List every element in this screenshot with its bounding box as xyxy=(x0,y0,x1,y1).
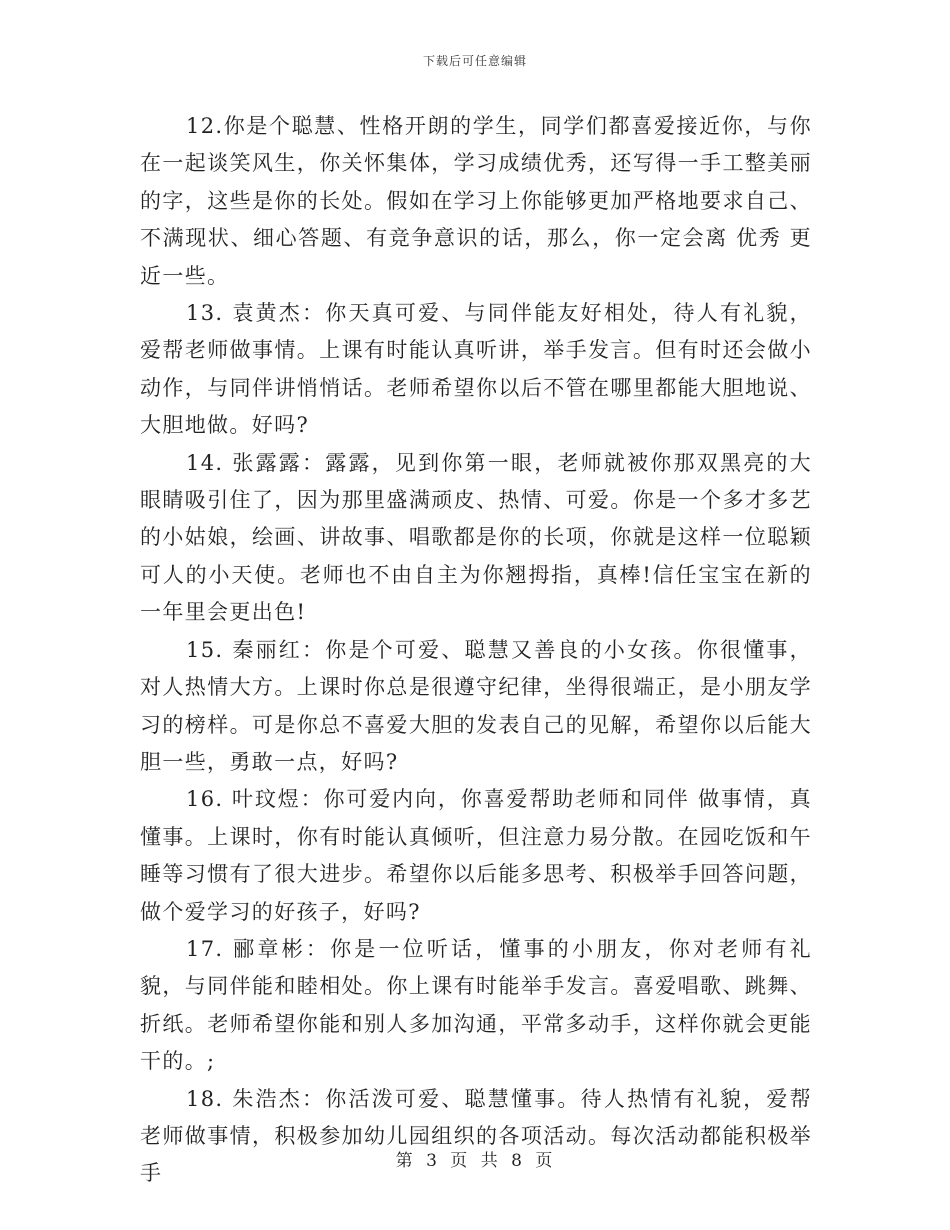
comment-paragraph-16: 16. 叶玟煜：你可爱内向，你喜爱帮助老师和同伴 做事情，真懂事。上课时，你有时能认真倾听，但注意力易分散。在园吃饭和午睡等习惯有了很大进步。希望你以后能多思考、积极举手回答问题，做个爱学习的好孩子，好吗? xyxy=(140,787,812,924)
comment-paragraph-14: 14. 张露露：露露，见到你第一眼，老师就被你那双黑亮的大眼睛吸引住了，因为那里盛满顽皮、热情、可爱。你是一个多才多艺的小姑娘，绘画、讲故事、唱歌都是你的长项，你就是这样一位聪颖可人的小天使。老师也不由自主为你翘拇指，真棒!信任宝宝在新的一年里会更出色! xyxy=(140,450,812,625)
document-body xyxy=(140,108,812,1193)
comment-paragraph-15: 15. 秦丽红：你是个可爱、聪慧又善良的小女孩。你很懂事，对人热情大方。上课时你总是很遵守纪律，坐得很端正，是小朋友学习的榜样。可是你总不喜爱大胆的发表自己的见解，希望你以后能大胆一些，勇敢一点，好吗? xyxy=(140,637,812,774)
comment-paragraph-13: 13. 袁黄杰：你天真可爱、与同伴能友好相处，待人有礼貌，爱帮老师做事情。上课有时能认真听讲，举手发言。但有时还会做小动作，与同伴讲悄悄话。老师希望你以后不管在哪里都能大胆地说、大胆地做。好吗? xyxy=(140,301,812,438)
page-header: 下载后可任意编辑 xyxy=(422,54,527,68)
page-number-footer: 第 3 页 共 8 页 xyxy=(395,1151,555,1171)
comment-paragraph-17: 17. 郦章彬：你是一位听话，懂事的小朋友，你对老师有礼貌，与同伴能和睦相处。你上课有时能举手发言。喜爱唱歌、跳舞、折纸。老师希望你能和别人多加沟通，平常多动手，这样你就会更能干的。; xyxy=(140,936,812,1074)
comment-paragraph-12: 12.你是个聪慧、性格开朗的学生，同学们都喜爱接近你，与你在一起谈笑风生，你关怀集体，学习成绩优秀，还写得一手工整美丽的字，这些是你的长处。假如在学习上你能够更加严格地要求自己、不满现状、细心答题、有竞争意识的话，那么，你一定会离 优秀 更近一些。 xyxy=(140,114,812,288)
comment-paragraph-18: 18. 朱浩杰：你活泼可爱、聪慧懂事。待人热情有礼貌，爱帮老师做事情，积极参加幼儿园组织的各项活动。每次活动都能积极举手 xyxy=(140,1086,812,1186)
